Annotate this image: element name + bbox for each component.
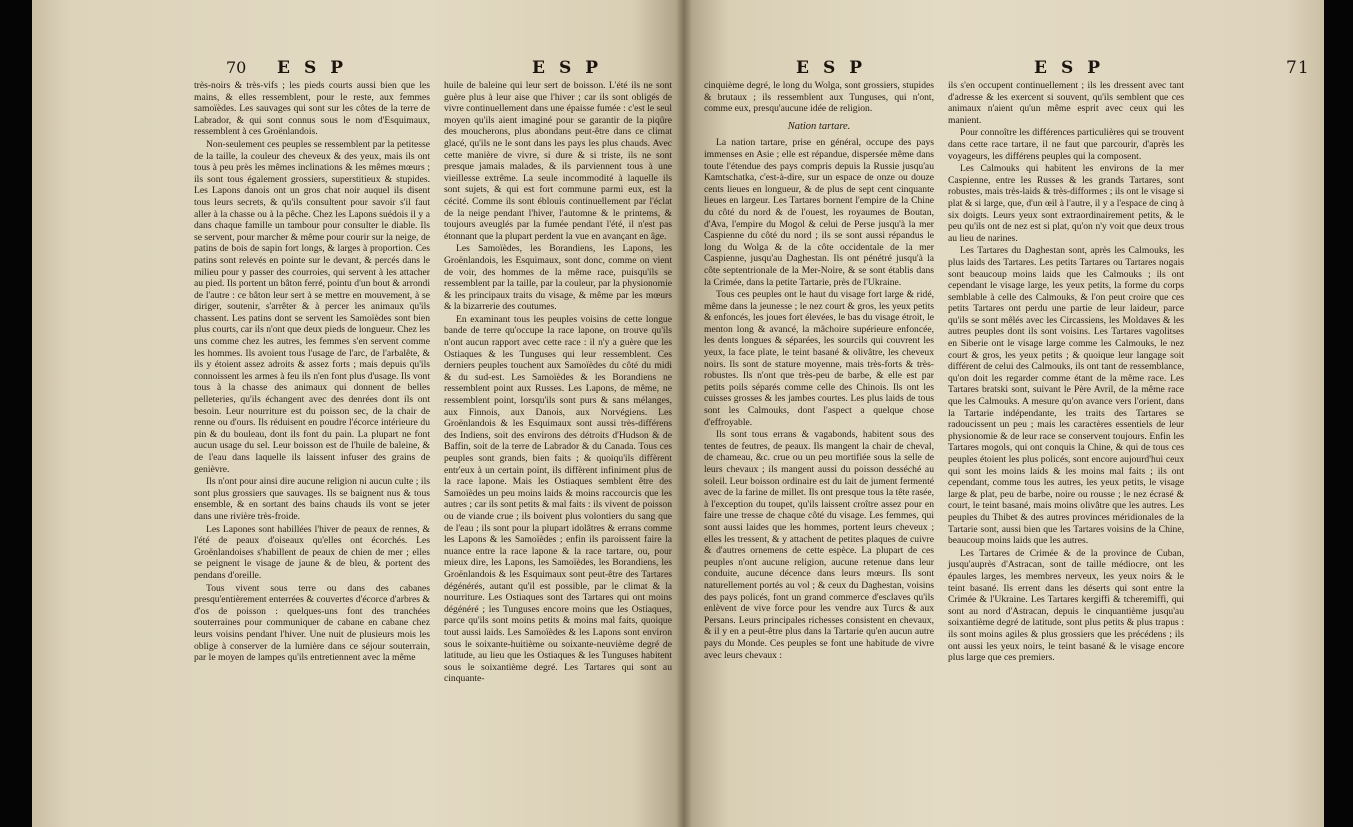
paragraph: En examinant tous les peuples voisins de cette longue bande de terre qu'occupe la race lapone, on trouve qu'ils n'ont aucun rapport avec cette race : il n'y a guère que les Ostiaques & les Tunguses qui leur ressemblent. Ces derniers peuples touchent aux Samoïèdes du côté du midi & du sud-est. Les Samoïèdes & les Borandiens ne ressemblent point aux Russes. Les Lapons, de même, ne ressemblent point, lorsqu'ils sont purs & sans mélanges, aux Finnois, aux Danois, aux Norvégiens. Les Groënlandois & les Esquimaux sont aussi très-différens des Indiens, soit des environs des détroits d'Hudson & de Baffin, soit de la terre de Labrador & du Canada. Tous ces peuples sont grands, bien faits ; & quoiqu'ils diffèrent entr'eux à un certain point, ils diffèrent infiniment plus de la race lapone. Mais les Ostiaques semblent être des Samoïèdes un peu moins laids & moins raccourcis que les autres ; car ils sont petits & mal faits : ils vivent de poisson ou de viande crue ; ils boivent plus volontiers du sang que de l'eau ; ils sont pour la plupart idolâtres & errans comme les Lapons & les Samoïèdes ; enfin ils paroissent faire la nuance entre la race lapone & la race tartare, ou, pour mieux dire, les Lapons, les Samoïèdes, les Borandiens, les Groënlandois & les Esquimaux sont peut-être des Tartares dégénérés, autant qu'il est possible, par le climat & la nourriture. Les Ostiaques sont des Tartares qui ont moins dégénéré ; les Tunguses encore moins que les Ostiaques, parce qu'ils sont moins petits & moins mal faits, quoique tout aussi laids. Les Samoïèdes & les Lapons sont environ sous le soixante-huitième ou soixante-neuvième degré de latitude, au lieu que les Ostiaques & les Tunguses habitent sous le soixantième degré. Les Tartares qui sont au cinquante- <box>444 313 672 685</box>
paragraph: Pour connoître les différences particulières qui se trouvent dans cette race tartare, il ne faut que parcourir, d'après les voyageurs, les différens peuples qui la composent. <box>948 127 1184 162</box>
paragraph: Tous ces peuples ont le haut du visage fort large & ridé, même dans la jeunesse ; le nez court & gros, les yeux petits & enfoncés, les joues fort élevées, le bas du visage étroit, le menton long & avancé, la mâchoire supérieure enfoncée, les dents longues & séparées, les sourcils qui couvrent les yeux, la face plate, le teint basané & olivâtre, les cheveux noirs. Ils sont de stature moyenne, mais très-forts & très-robustes. Ils n'ont que très-peu de barbe, & elle est par petits poils séparés comme celle des Chinois. Ils ont les cuisses grosses & les jambes courtes. Les plus laids de tous sont les Calmouks, dont l'aspect a quelque chose d'effroyable. <box>704 289 934 428</box>
paragraph: très-noirs & très-vifs ; les pieds courts aussi bien que les mains, & elles ressemblent, pour le reste, aux femmes samoïèdes. Les sauvages qui sont sur les côtes de la terre de Labrador, & qui sont connus sous le nom d'Esquimaux, ressemblent à ces Groënlandois. <box>194 80 430 138</box>
left-column-1 <box>194 80 430 665</box>
right-column-1 <box>704 80 934 662</box>
section-heading: Nation tartare. <box>787 120 851 132</box>
paragraph: Tous vivent sous terre ou dans des cabanes presqu'entièrement enterrées & couvertes d'écorce d'arbres & d'os de poisson : quelques-uns font des tranchées souterraines pour communiquer de cabane en cabane chez leurs voisins pendant l'hiver. Une nuit de plusieurs mois les oblige à conserver de la lumière dans ce séjour souterrain, par le moyen de lampes qu'ils entretiennent avec la même <box>194 582 430 664</box>
running-head-left: ESP <box>277 58 358 78</box>
paragraph: Les Samoïèdes, les Borandiens, les Lapons, les Groënlandois, les Esquimaux, sont donc, comme on vient de voir, des hommes de la même race, puisqu'ils se ressemblent par la taille, par la couleur, par la physionomie & les principaux traits du visage, & même par les mœurs & la bizarrerie des coutumes. <box>444 243 672 313</box>
right-page <box>684 0 1324 827</box>
paragraph: cinquième degré, le long du Wolga, sont grossiers, stupides & brutaux ; ils ressemblent aux Tunguses, qui n'ont, comme eux, presqu'aucune idée de religion. <box>704 80 934 115</box>
page-number-right: 71 <box>1286 58 1310 78</box>
running-head-right-col1: ESP <box>796 58 877 78</box>
running-head-right: ESP <box>1034 58 1115 78</box>
paragraph: Les Tartares du Daghestan sont, après les Calmouks, les plus laids des Tartares. Les petits Tartares ou Tartares nogais sont beaucoup moins laids que les Calmouks ; ils ont cependant le visage large, les yeux petits, la forme du corps semblable à celle des Calmouks, & l'on peut croire que ces petits Tartares ont perdu une partie de leur laideur, parce qu'ils se sont mêlés avec les Circassiens, les Moldaves & les autres peuples dont ils sont voisins. Les Tartares vagolitses en Siberie ont le visage large comme les Calmouks, le nez court & gros, les yeux petits ; & quoique leur langage soit différent de celui des Calmouks, ils ont tant de ressemblance, qu'on doit les regarder comme étant de la même race. Les Tartares bratski sont, suivant le Père Avril, de la même race que les Calmouks. A mesure qu'on avance vers l'orient, dans la Tartarie indépendante, les traits des Tartares se radoucissent un peu ; mais les caractères essentiels de leur physionomie & de leur race se conservent toujours. Enfin les Tartares mogols, qui ont conquis la Chine, & qui de tous ces peuples étoient les plus policés, sont encore aujourd'hui ceux qui sont les moins laids & les moins mal faits ; ils ont cependant, comme tous les autres, les yeux petits, le visage large & plat, peu de barbe, noire ou rousse ; le nez écrasé & court, le teint basané, mais moins olivâtre que les autres. Les peuples du Thibet & des autres provinces méridionales de la Tartarie sont, aussi bien que les Tartares voisins de la Chine, beaucoup moins laids que les autres. <box>948 245 1184 547</box>
paragraph: La nation tartare, prise en général, occupe des pays immenses en Asie ; elle est répandue, dispersée même dans toute l'étendue des pays compris depuis la Russie jusqu'au Kamtschatka, c'est-à-dire, sur un espace de onze ou douze cents lieues en longueur, & de plus de sept cent cinquante lieues en largeur. Les Tartares bornent l'empire de la Chine du côté du nord & de l'ouest, les royaumes de Boutan, d'Ava, l'empire du Mogol & celui de Perse jusqu'à la mer Caspienne du côté du nord ; ils se sont aussi répandus le long du Wolga & de la côte occidentale de la mer Caspienne, jusqu'au Daghestan. Ils ont pénétré jusqu'à la côte septentrionale de la Mer-Noire, & se sont établis dans la Crimée, dans la petite Tartarie, près de l'Ukraine. <box>704 137 934 288</box>
paragraph: Non-seulement ces peuples se ressemblent par la petitesse de la taille, la couleur des cheveux & des yeux, mais ils ont tous à peu près les mêmes inclinations & les mêmes mœurs ; ils sont tous également grossiers, superstitieux & stupides. Les Lapons danois ont un gros chat noir auquel ils disent tous leurs secrets, & qu'ils consultent pour savoir s'il faut aller à la chasse ou à la pêche. Chez les Lapons suédois il y a dans chaque famille un tambour pour consulter le diable. Ils se servent, pour marcher & même pour courir sur la neige, de patins de bois de sapin fort longs, & larges à proportion. Ces patins sont relevés en pointe sur le devant, & percés dans le milieu pour y passer des courroies, qui servent à les attacher au pied. Ils portent un bâton ferré, pointu d'un bout & arrondi de l'autre : ce bâton leur sert à se mettre en mouvement, à se diriger, soutenir, s'arrêter & à percer les animaux qu'ils chassent. Les patins dont se servent les Samoïèdes sont bien plus courts, car ils n'ont que deux pieds de longueur. Chez les uns comme chez les autres, les femmes s'en servent comme les hommes. Ils avoient tous l'usage de l'arc, de l'arbalête, & ils y étoient assez adroits & assez forts ; mais depuis qu'ils connoissent les armes à feu ils n'en font plus d'usage. Ils vont tous à la chasse des animaux qui donnent de belles pelleteries, qu'ils échangent avec des denrées dont ils ont besoin. Leur nourriture est du poisson sec, de la chair de renne ou d'ours. Ils réduisent en poudre l'écorce intérieure du pin & du bouleau, dont ils font du pain. La plupart ne font aucun usage du sel. Leur boisson est de l'huile de baleine, & de l'eau dans laquelle ils laissent infuser des grains de genièvre. <box>194 138 430 475</box>
paragraph: ils s'en occupent continuellement ; ils les dressent avec tant d'adresse & les exercent si souvent, qu'ils semblent que ces animaux n'aient qu'un même esprit avec ceux qui les manient. <box>948 80 1184 126</box>
book-gutter <box>676 0 692 827</box>
left-page <box>32 0 684 827</box>
paragraph: Ils n'ont pour ainsi dire aucune religion ni aucun culte ; ils sont plus grossiers que sauvages. Ils se baignent nus & tous ensemble, & en sortant des bains chauds ils vont se jeter dans une rivière très-froide. <box>194 476 430 522</box>
left-column-2 <box>444 80 672 686</box>
page-number-left: 70 <box>226 58 247 77</box>
paragraph: Ils sont tous errans & vagabonds, habitent sous des tentes de feutres, de peaux. Ils mangent la chair de cheval, de chameau, &c. crue ou un peu mortifiée sous la selle de leurs chevaux ; ils mangent aussi du poisson desséché au soleil. Leur boisson ordinaire est du lait de jument fermenté avec de la farine de millet. Ils ont presque tous la tête rasée, à l'exception du toupet, qu'ils laissent croître assez pour en faire une tresse de chaque côté du visage. Les femmes, qui sont aussi laides que les hommes, portent leurs cheveux ; elles les tressent, & y attachent de petites plaques de cuivre & d'autres ornemens de cette espèce. La plupart de ces peuples n'ont aucune religion, aucune retenue dans leur conduite, aucune décence dans leurs mœurs. Ils sont naturellement portés au vol ; & ceux du Daghestan, voisins des pays policés, font un grand commerce d'esclaves qu'ils enlèvent de vive force pour les vendre aux Turcs & aux Persans. Leurs principales richesses consistent en chevaux, & il y en a peut-être plus dans la Tartarie qu'en aucun autre pays du Monde. Ces peuples se font une habitude de vivre avec leurs chevaux : <box>704 429 934 661</box>
paragraph: Les Tartares de Crimée & de la province de Cuban, jusqu'auprès d'Astracan, sont de taille médiocre, ont les épaules larges, les membres nerveux, les yeux noirs & le teint basané. Ils errent dans les déserts qui sont entre la Crimée & l'Ukraine. Les Tartares kergiffi & tcheremiffi, qui sont au nord d'Astracan, depuis le cinquantième jusqu'au soixantième degré de latitude, sont plus petits & plus trapus : ils sont moins agiles & plus grossiers que les précédens ; ils ont aussi les yeux noirs, le teint basané & le visage encore plus large que ces premiers. <box>948 547 1184 664</box>
paragraph: Les Lapones sont habillées l'hiver de peaux de rennes, & l'été de peaux d'oiseaux qu'elles ont écorchés. Les Groënlandoises s'habillent de peaux de chien de mer ; elles se peignent le visage de jaune & de bleu, & portent des pendans d'oreille. <box>194 523 430 581</box>
running-head-left-col2: ESP <box>532 58 613 78</box>
paragraph: huile de baleine qui leur sert de boisson. L'été ils ne sont guère plus à leur aise que l'hiver ; car ils sont obligés de vivre continuellement dans une épaisse fumée : c'est le seul moyen qu'ils aient imaginé pour se garantir de la piqûre des moucherons, plus abondans peut-être dans ce climat glacé, qu'ils ne le sont dans les pays les plus chauds. Avec cette manière de vivre, si dure & si triste, ils ne sont presque jamais malades, & ils parviennent tous à une vieillesse extrême. La seule incommodité à laquelle ils sont sujets, & qui est fort commune parmi eux, est la cécité. Comme ils sont éblouis continuellement par l'éclat de la neige pendant l'hiver, l'automne & le printems, & toujours aveuglés par la fumée pendant l'été, il n'est pas étonnant que la plupart perdent la vue en avançant en âge. <box>444 80 672 242</box>
paragraph: Les Calmouks qui habitent les environs de la mer Caspienne, entre les Russes & les grands Tartares, sont robustes, mais très-laids & très-difformes ; ils ont le visage si plat & si large, que, d'un œil à l'autre, il y a l'espace de cinq à six doigts. Leurs yeux sont extraordinairement petits, & le peu qu'ils ont de nez est si plat, qu'on n'y voit que deux trous au lieu de narines. <box>948 163 1184 244</box>
right-column-2 <box>948 80 1184 665</box>
